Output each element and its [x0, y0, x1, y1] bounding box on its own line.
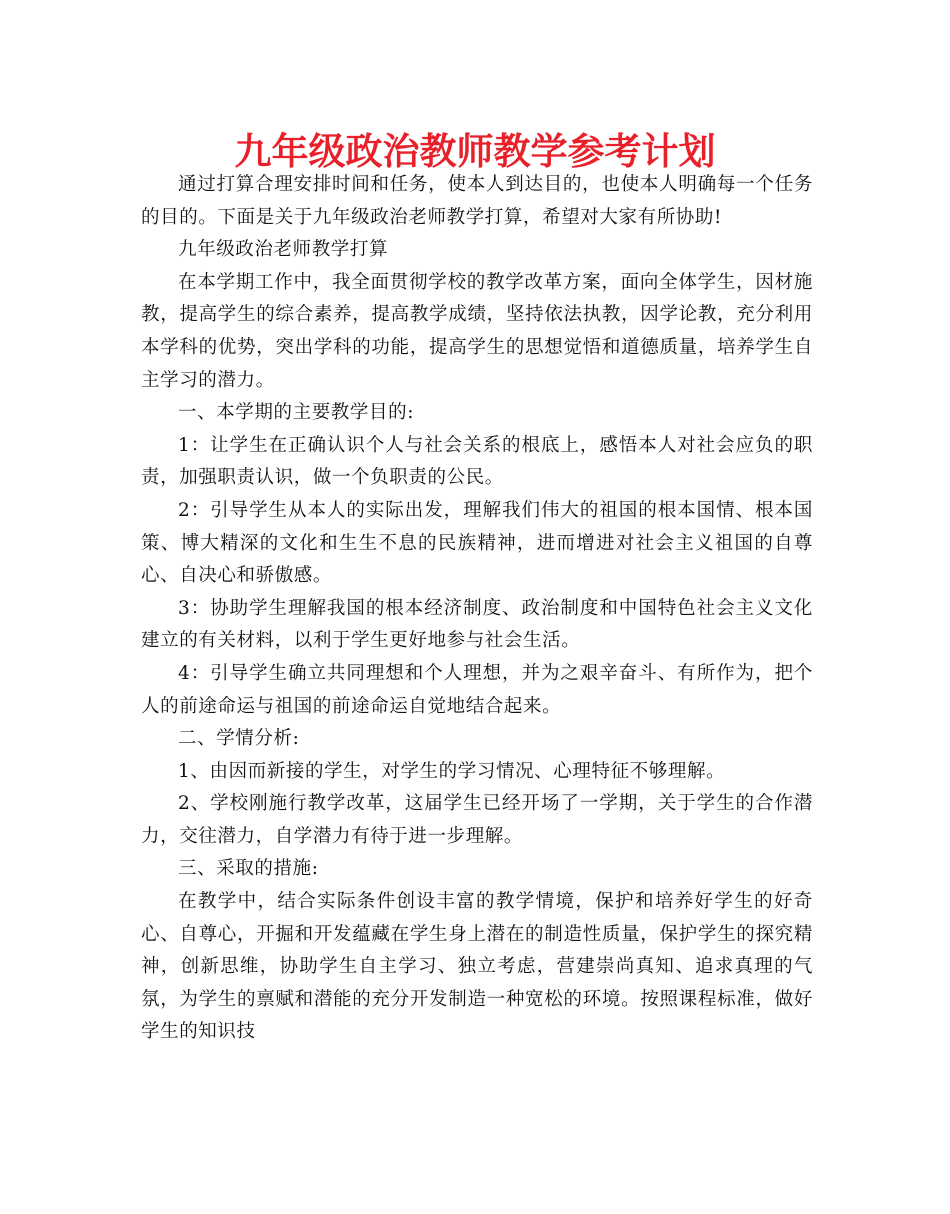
paragraph-subtitle: 九年级政治老师教学打算 [178, 239, 389, 261]
paragraph-goal-3: 3：协助学生理解我国的根本经济制度、政治制度和中国特色社会主义文化建立的有关材料，以利于学生更好地参与社会生活。 [141, 597, 813, 652]
paragraph-goal-2: 2：引导学生从本人的实际出发，理解我们伟大的祖国的根本国情、根本国策、博大精深的文化和生生不息的民族精神，进而增进对社会主义祖国的自尊心、自决心和骄傲感。 [141, 499, 813, 587]
paragraph-measures: 在教学中，结合实际条件创设丰富的教学情境，保护和培养好学生的好奇心、自尊心，开掘和开发蕴藏在学生身上潜在的制造性质量，保护学生的探究精神，创新思维，协助学生自主学习、独立考虑，营建崇尚真知、追求真理的气氛，为学生的禀赋和潜能的充分开发制造一种宽松的环境。按照课程标准，做好学生的知识技 [141, 891, 813, 1043]
paragraph-intro: 通过打算合理安排时间和任务，使本人到达目的，也使本人明确每一个任务的目的。下面是关于九年级政治老师教学打算，希望对大家有所协助! [141, 174, 813, 228]
section-heading-measures: 三、采取的措施: [178, 858, 319, 880]
paragraph-goal-4: 4：引导学生确立共同理想和个人理想，并为之艰辛奋斗、有所作为，把个人的前途命运与祖国的前途命运自觉地结合起来。 [141, 662, 813, 717]
section-heading-analysis: 二、学情分析: [178, 728, 300, 750]
document-body [141, 169, 813, 1049]
paragraph-overview: 在本学期工作中，我全面贯彻学校的教学改革方案，面向全体学生，因材施教，提高学生的综合素养，提高教学成绩，坚持依法执教，因学论教，充分利用本学科的优势，突出学科的功能，提高学生的思想觉悟和道德质量，培养学生自主学习的潜力。 [141, 271, 813, 391]
paragraph-analysis-2: 2、学校刚施行教学改革，这届学生已经开场了一学期，关于学生的合作潜力，交往潜力，自学潜力有待于进一步理解。 [141, 793, 813, 847]
paragraph-goal-1: 1：让学生在正确认识个人与社会关系的根底上，感悟本人对社会应负的职责，加强职责认识，做一个负职责的公民。 [141, 434, 813, 489]
paragraph-analysis-1: 1、由因而新接的学生，对学生的学习情况、心理特征不够理解。 [178, 760, 726, 782]
document-title: 九年级政治教师教学参考计划 [234, 129, 716, 173]
section-heading-goals: 一、本学期的主要教学目的: [178, 402, 415, 424]
